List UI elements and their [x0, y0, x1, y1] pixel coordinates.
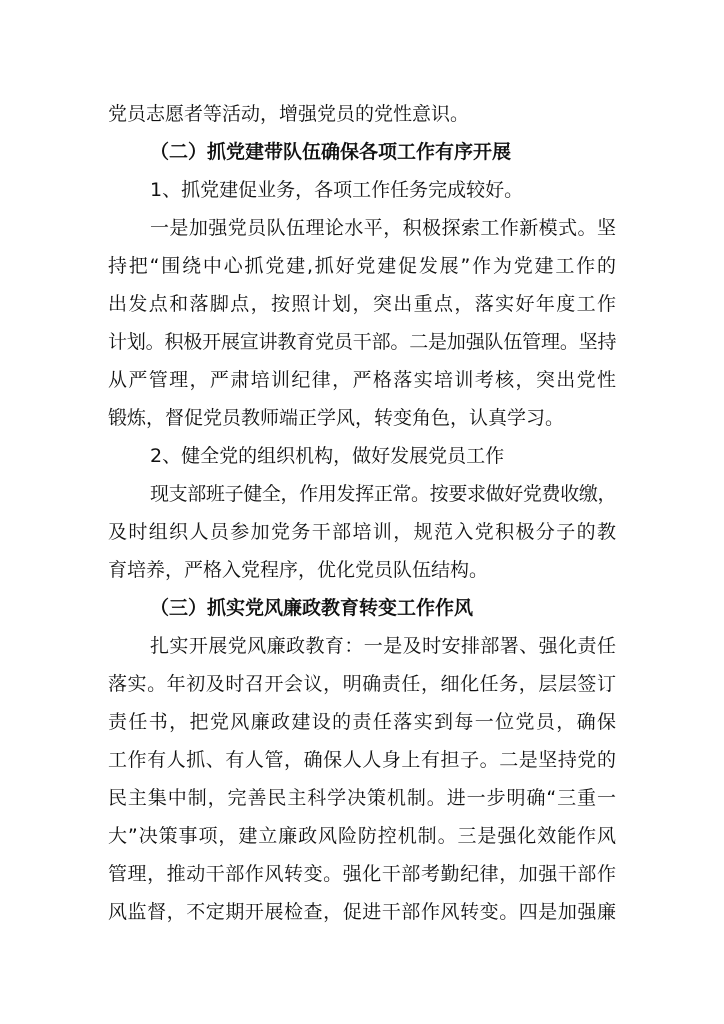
document-body — [108, 95, 616, 931]
paragraph-line: 大”决策事项，建立廉政风险防控机制。三是强化效能作风 — [108, 825, 616, 847]
paragraph-line: 责任书，把党风廉政建设的责任落实到每一位党员，确保 — [108, 711, 616, 733]
paragraph-line: 出发点和落脚点，按照计划，突出重点，落实好年度工作 — [108, 293, 616, 315]
paragraph-line: 扎实开展党风廉政教育：一是及时安排部署、强化责任 — [150, 635, 616, 657]
paragraph-line: 及时组织人员参加党务干部培训，规范入党积极分子的教 — [108, 521, 616, 543]
paragraph-line: 落实。年初及时召开会议，明确责任，细化任务，层层签订 — [108, 673, 616, 695]
item-title: 1、抓党建促业务，各项工作任务完成较好。 — [150, 179, 524, 201]
item-title: 2、健全党的组织机构，做好发展党员工作 — [150, 445, 505, 467]
paragraph-line: 现支部班子健全，作用发挥正常。按要求做好党费收缴， — [150, 483, 616, 505]
paragraph-line: 锻炼，督促党员教师端正学风，转变角色，认真学习。 — [108, 407, 565, 429]
paragraph-line: 持把“围绕中心抓党建,抓好党建促发展”作为党建工作的 — [108, 255, 616, 277]
paragraph-line: 管理，推动干部作风转变。强化干部考勤纪律，加强干部作 — [108, 863, 616, 885]
paragraph-line: 党员志愿者等活动，增强党员的党性意识。 — [108, 103, 470, 125]
paragraph-line: 风监督，不定期开展检查，促进干部作风转变。四是加强廉 — [108, 901, 616, 923]
paragraph-line: 育培养，严格入党程序，优化党员队伍结构。 — [108, 559, 489, 581]
paragraph-line: 一是加强党员队伍理论水平，积极探索工作新模式。坚 — [150, 217, 616, 239]
section-heading: （三）抓实党风廉政教育转变工作作风 — [150, 597, 474, 619]
paragraph-line: 从严管理，严肃培训纪律，严格落实培训考核，突出党性 — [108, 369, 616, 391]
section-heading: （二）抓党建带队伍确保各项工作有序开展 — [150, 141, 512, 163]
paragraph-line: 民主集中制，完善民主科学决策机制。进一步明确“三重一 — [108, 787, 616, 809]
paragraph-line: 计划。积极开展宣讲教育党员干部。二是加强队伍管理。坚持 — [108, 331, 616, 353]
paragraph-line: 工作有人抓、有人管，确保人人身上有担子。二是坚持党的 — [108, 749, 616, 771]
